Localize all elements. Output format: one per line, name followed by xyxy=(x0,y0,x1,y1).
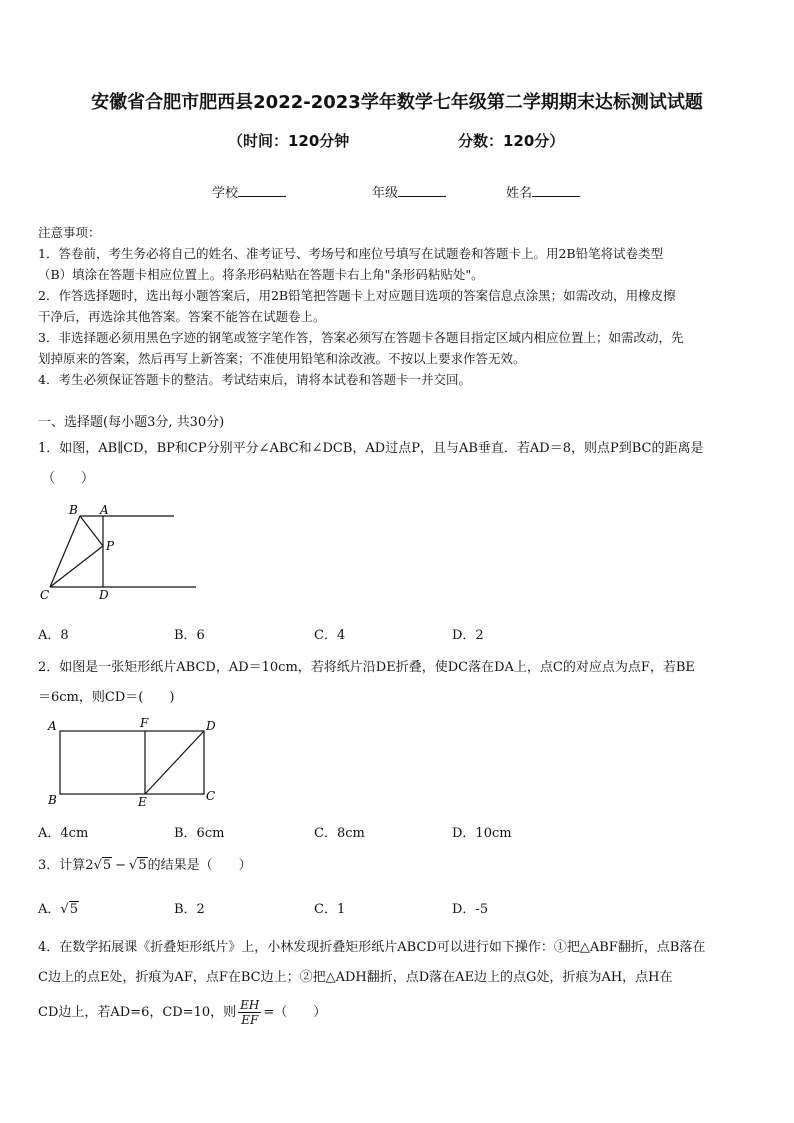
q1-label-C: C xyxy=(40,588,50,602)
q3-option-c: C．1 xyxy=(314,902,346,917)
q4-stem-end: CD边上，若AD=6，CD=10，则 $\frac{EH}{EF}$ =（ ） xyxy=(38,998,327,1027)
note-line: （B）填涂在答题卡相应位置上。将条形码粘贴在答题卡右上角"条形码粘贴处"。 xyxy=(38,267,484,282)
q1-figure xyxy=(36,500,206,605)
q2-label-F: F xyxy=(140,716,149,730)
q4-fraction: $\frac{EH}{EF}$ xyxy=(240,998,260,1027)
q4-stem-cont: C边上的点E处，折痕为AF，点F在BC边上；②把△ADH翻折，点D落在AE边上的点G处，折痕为AH，点H在 xyxy=(38,970,673,985)
notes-heading: 注意事项： xyxy=(38,225,101,240)
note-line: 划掉原来的答案，然后再写上新答案；不准使用铅笔和涂改液。不按以上要求作答无效。 xyxy=(38,351,526,366)
q2-option-a: A．4cm xyxy=(38,826,89,841)
q1-option-a: A．8 xyxy=(38,628,69,643)
q2-label-A: A xyxy=(48,719,57,733)
note-line: 1．答卷前，考生务必将自己的姓名、准考证号、考场号和座位号填写在试题卷和答题卡上。用2B铅笔将试卷类型 xyxy=(38,246,664,261)
exam-time: （时间：120分钟 xyxy=(228,132,350,150)
q2-line-ED xyxy=(145,731,204,794)
q1-label-P: P xyxy=(106,539,115,553)
page-title: 安徽省合肥市肥西县2022-2023学年数学七年级第二学期期末达标测试试题 xyxy=(91,92,703,113)
q3-option-a: A．√5 xyxy=(38,902,78,917)
q3-suffix: 的结果是（ ） xyxy=(147,858,252,873)
q2-label-C: C xyxy=(206,789,216,803)
q3-option-a-sqrt: √5 xyxy=(60,902,78,917)
q2-option-b: B．6cm xyxy=(174,826,225,841)
note-line: 干净后，再选涂其他答案。答案不能答在试题卷上。 xyxy=(38,309,326,324)
q3-minus: − xyxy=(115,858,127,873)
q3-stem xyxy=(38,854,252,873)
q3-option-b: B．2 xyxy=(174,902,205,917)
q2-figure xyxy=(36,712,226,812)
name-field xyxy=(506,182,580,201)
q1-label-B: B xyxy=(69,503,78,517)
q3-sqrt-1: √5 xyxy=(93,858,112,873)
q1-option-c: C．4 xyxy=(314,628,346,643)
q2-option-c: C．8cm xyxy=(314,826,365,841)
q2-option-d: D．10cm xyxy=(452,826,512,841)
q1-line-BC xyxy=(50,516,80,587)
q1-line-CP xyxy=(50,546,103,587)
q1-stem: 1．如图，AB∥CD，BP和CP分别平分∠ABC和∠DCB，AD过点P，且与AB垂直．若AD＝8，则点P到BC的距离是 xyxy=(38,441,704,456)
q2-stem: 2．如图是一张矩形纸片ABCD，AD＝10cm，若将纸片沿DE折叠，使DC落在DA上，点C的对应点为点F，若BE xyxy=(38,660,695,675)
q1-paren: （ ） xyxy=(42,471,95,486)
school-label: 学校 xyxy=(212,186,239,201)
q4-stem: 4．在数学拓展课《折叠矩形纸片》上，小林发现折叠矩形纸片ABCD可以进行如下操作：①把△ABF翻折，点B落在 xyxy=(38,940,706,955)
note-line: 3．非选择题必须用黑色字迹的钢笔或签字笔作答，答案必须写在答题卡各题目指定区域内相应位置上；如需改动，先 xyxy=(38,330,684,345)
q2-stem-cont: ＝6cm，则CD＝( ) xyxy=(38,690,175,705)
section-heading: 一、选择题(每小题3分, 共30分) xyxy=(38,415,225,430)
grade-blank xyxy=(398,184,446,197)
q2-rect-ABEF xyxy=(60,731,204,794)
grade-label: 年级 xyxy=(372,186,399,201)
q3-option-d: D．-5 xyxy=(452,902,489,917)
q1-label-D: D xyxy=(99,588,109,602)
q2-label-B: B xyxy=(48,793,57,807)
q1-label-A: A xyxy=(100,503,109,517)
q1-option-b: B．6 xyxy=(174,628,205,643)
q2-label-D: D xyxy=(206,719,216,733)
note-line: 4．考生必须保证答题卡的整洁。考试结束后，请将本试卷和答题卡一并交回。 xyxy=(38,372,471,387)
q2-label-E: E xyxy=(138,795,147,809)
q3-coef: 2 xyxy=(85,858,94,873)
name-label: 姓名 xyxy=(506,186,533,201)
q3-prefix: 3．计算 xyxy=(38,858,86,873)
name-blank xyxy=(532,184,580,197)
q1-line-BP xyxy=(80,516,103,546)
grade-field xyxy=(372,182,446,201)
q1-option-d: D．2 xyxy=(452,628,484,643)
school-blank xyxy=(238,184,286,197)
note-line: 2．作答选择题时，选出每小题答案后，用2B铅笔把答题卡上对应题目选项的答案信息点涂黑；如需改动，用橡皮擦 xyxy=(38,288,676,303)
school-field xyxy=(212,182,286,201)
q3-sqrt-2: √5 xyxy=(129,858,147,873)
exam-score: 分数：120分） xyxy=(458,132,565,150)
